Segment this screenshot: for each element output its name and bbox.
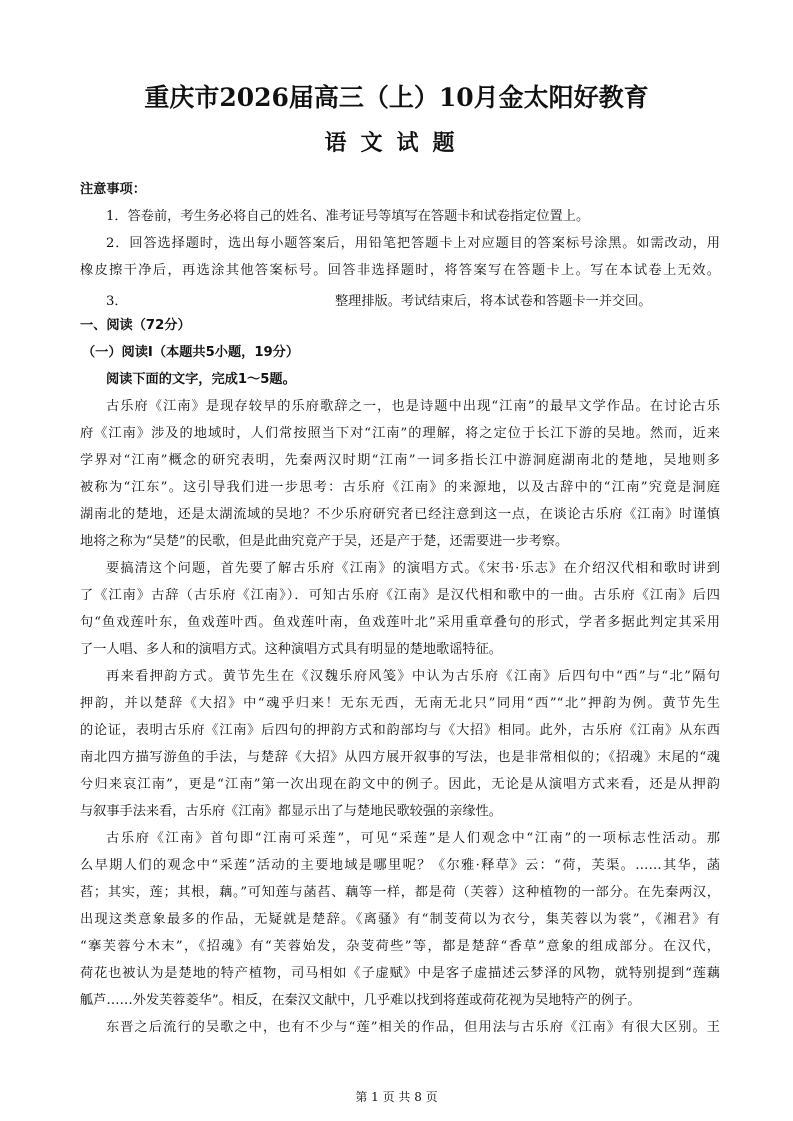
notice-heading: 注意事项： <box>80 182 146 197</box>
passage-line: 么早期人们的观念中“采莲”活动的主要地域是哪里呢？《尔雅·释草》云：“荷，芙渠。……其华，菡 <box>80 858 720 873</box>
passage-line: 府《江南》涉及的地域时，人们常按照当下对“江南”的理解，将之定位于长江下游的吴地。然而，近来 <box>80 426 720 441</box>
page-footer: 第 1 页 共 8 页 <box>355 1090 438 1104</box>
exam-subtitle: 语文试题 <box>324 130 469 156</box>
passage-line: 句“鱼戏莲叶东，鱼戏莲叶西。鱼戏莲叶南，鱼戏莲叶北”采用重章叠句的形式，学者多据此判定其采用 <box>80 615 720 630</box>
exam-title: 重庆市2026届高三（上）10月金太阳好教育 <box>144 83 649 112</box>
reading-instruction: 阅读下面的文字，完成1～5题。 <box>106 372 296 387</box>
passage-line: 押韵，并以楚辞《大招》中“魂乎归来！无东无西，无南无北只”同用“西”“北”押韵为例。黄节先生 <box>80 696 720 711</box>
passage-line: 兮归来哀江南”，更是“江南”第一次出现在韵文中的例子。因此，无论是从演唱方式来看，还是从押韵 <box>80 777 720 792</box>
passage-line: 被称为“江东”。这引导我们进一步思考：古乐府《江南》的来源地，以及古辞中的“江南”究竟是洞庭 <box>80 480 720 495</box>
passage-line: 觚芦……外发芙蓉菱华”。相反，在秦汉文献中，几乎难以找到将莲或荷花视为吴地特产的例子。 <box>80 993 641 1008</box>
passage-line: 古乐府《江南》首句即“江南可采莲”，可见“采莲”是人们观念中“江南”的一项标志性活动。那 <box>106 831 720 846</box>
passage-line: 了《江南》古辞（古乐府《江南》）．可知古乐府《江南》是汉代相和歌中的一曲。古乐府《江南》后四 <box>80 588 720 603</box>
passage-line: 了一人唱、多人和的演唱方式。这种演唱方式具有明显的楚地歌谣特征。 <box>80 642 502 657</box>
passage-line: 古乐府《江南》是现存较早的乐府歌辞之一，也是诗题中出现“江南”的最早文学作品。在讨论古乐 <box>106 399 720 414</box>
passage-line: 与叙事手法来看，古乐府《江南》都显示出了与楚地民歌较强的亲缘性。 <box>80 804 502 819</box>
passage-line: 出现这类意象最多的作品，无疑就是楚辞。《离骚》有“制芰荷以为衣兮，集芙蓉以为裳”，《湘君》有 <box>80 912 720 927</box>
notice-item-2-line-1: 2．回答选择题时，选出每小题答案后，用铅笔把答题卡上对应题目的答案标号涂黑。如需改动，用 <box>106 236 720 251</box>
passage-line: 东晋之后流行的吴歌之中，也有不少与“莲”相关的作品，但用法与古乐府《江南》有很大区别。王 <box>106 1020 720 1035</box>
passage-line: 湖南北的楚地，还是太湖流域的吴地？不少乐府研究者已经注意到这一点，在谈论古乐府《江南》时谨慎 <box>80 507 720 522</box>
passage-line: 荷花也被认为是楚地的特产植物，司马相如《子虚赋》中是客子虚描述云梦泽的风物，就特别提到“莲藕 <box>80 966 720 981</box>
passage-line: 的论证，表明古乐府《江南》后四句的押韵方式和韵部均与《大招》相同。此外，古乐府《江南》从东西 <box>80 723 720 738</box>
notice-item-1: 1．答卷前，考生务必将自己的姓名、准考证号等填写在答题卡和试卷指定位置上。 <box>106 209 590 224</box>
passage-line: 学界对“江南”概念的研究表明，先秦两汉时期“江南”一词多指长江中游洞庭湖南北的楚地，吴地则多 <box>80 453 720 468</box>
passage-line: 萏；其实，莲；其根，藕。”可知莲与菡萏、藕等一样，都是荷（芙蓉）这种植物的一部分。在先秦两汉， <box>80 885 720 900</box>
passage-line: 地将之称为“吴楚”的民歌，但是此曲究竟产于吴，还是产于楚，还需要进一步考察。 <box>80 534 569 549</box>
passage-line: 南北四方描写游鱼的手法，与楚辞《大招》从四方展开叙事的写法，也是非常相似的；《招魂》末尾的“魂 <box>80 750 720 765</box>
passage-line: “搴芙蓉兮木末”，《招魂》有“芙蓉始发，杂芰荷些”等，都是楚辞“香草”意象的组成部分。在汉代， <box>80 939 720 954</box>
passage-line: 要搞清这个问题，首先要了解古乐府《江南》的演唱方式。《宋书·乐志》在介绍汉代相和歌时讲到 <box>106 561 720 576</box>
notice-item-2-line-2: 橡皮擦干净后，再选涂其他答案标号。回答非选择题时，将答案写在答题卡上。写在本试卷上无效。 <box>80 263 720 278</box>
section-reading-1: （一）阅读Ⅰ（本题共5小题，19分） <box>82 345 300 360</box>
notice-item-3-number: 3． <box>106 294 128 309</box>
section-part-1: 一、阅读（72分） <box>80 318 191 333</box>
notice-item-3-text: 整理排版。考试结束后，将本试卷和答题卡一并交回。 <box>335 294 652 309</box>
passage-line: 再来看押韵方式。黄节先生在《汉魏乐府风笺》中认为古乐府《江南》后四句中“西”与“北”隔句 <box>106 669 720 684</box>
